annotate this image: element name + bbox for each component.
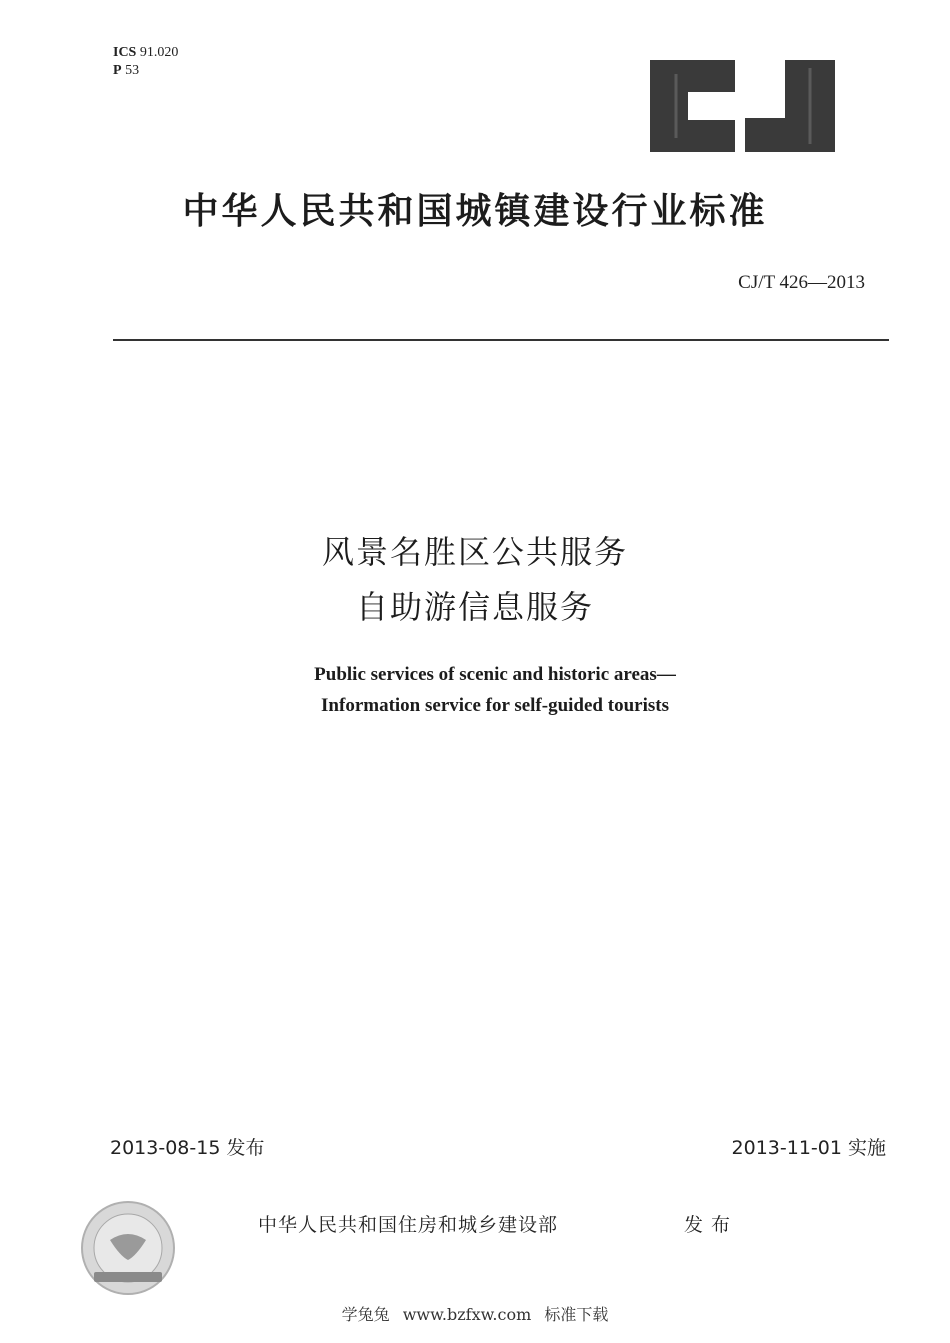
publish-date: 2013-08-15 发布: [110, 1137, 265, 1159]
ics-code: 91.020: [139, 45, 179, 60]
p-code: 53: [125, 63, 140, 78]
en-title-line2: Information service for self-guided tourists: [321, 695, 669, 716]
standard-title: 中华人民共和国城镇建设行业标准: [182, 191, 768, 232]
standard-code: CJ/T 426—2013: [738, 272, 865, 293]
effective-date: 2013-11-01 实施: [731, 1137, 886, 1159]
cn-title-line1: 风景名胜区公共服务: [321, 533, 628, 571]
footer-site-name: 学兔兔: [341, 1305, 390, 1324]
ics-label: ICS: [113, 45, 137, 60]
p-line: [113, 62, 178, 80]
issue-label: 发布: [684, 1214, 739, 1236]
en-title-line1: Public services of scenic and historic areas—: [314, 664, 676, 685]
footer-url[interactable]: www.bzfxw.com: [402, 1305, 532, 1324]
cn-title-line2: 自助游信息服务: [355, 588, 594, 626]
footer-tagline: 标准下载: [544, 1305, 609, 1324]
publisher-stamp: [80, 1200, 176, 1296]
header-divider: [113, 339, 889, 341]
cj-logo: [650, 60, 835, 152]
classification-codes: [113, 44, 178, 80]
ics-line: [113, 44, 178, 62]
p-label: P: [113, 63, 122, 78]
footer-watermark: [0, 1302, 950, 1325]
issuing-authority: 中华人民共和国住房和城乡建设部: [258, 1214, 559, 1236]
